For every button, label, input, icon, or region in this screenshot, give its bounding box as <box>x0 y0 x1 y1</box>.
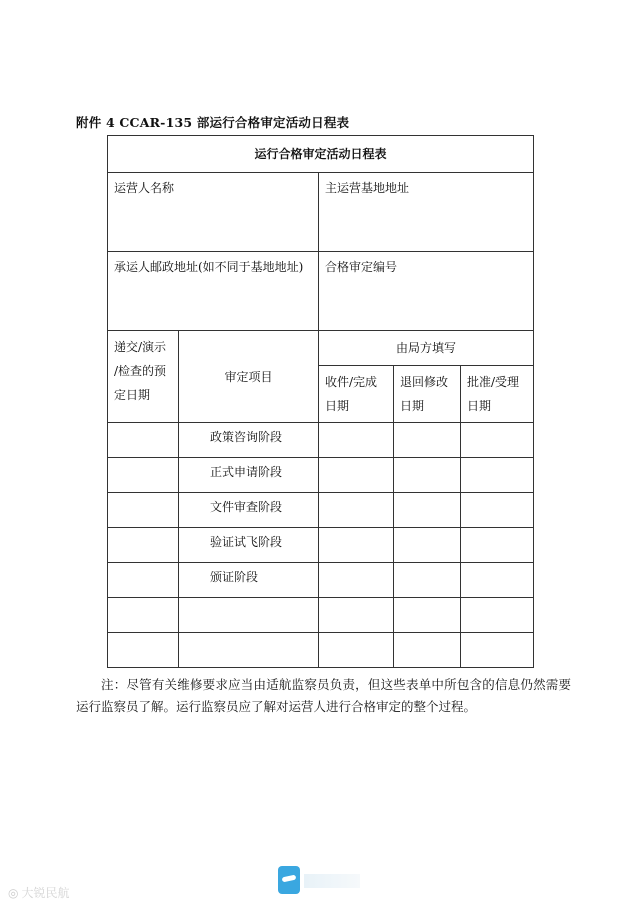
table-row <box>108 598 534 633</box>
operator-name-field: 运营人名称 <box>108 173 319 252</box>
submit-date-header-line: /检查的预 <box>114 364 167 378</box>
airplane-logo-icon <box>278 866 300 894</box>
returned-date-cell <box>394 458 461 493</box>
approved-date-header-line: 批准/受理 <box>467 375 520 389</box>
approved-date-cell <box>461 458 534 493</box>
stage-name: 政策咨询阶段 <box>179 423 319 458</box>
submit-date-cell <box>108 633 179 668</box>
received-date-cell <box>319 493 394 528</box>
table-title: 运行合格审定活动日程表 <box>108 136 534 173</box>
approved-date-cell <box>461 563 534 598</box>
submit-date-header-line: 递交/演示 <box>114 340 167 354</box>
returned-date-header-line: 日期 <box>400 399 425 413</box>
table-row <box>108 423 534 458</box>
table-row <box>108 493 534 528</box>
submit-date-cell <box>108 563 179 598</box>
watermark-text: 大锐民航 <box>21 886 70 900</box>
stage-name: 正式申请阶段 <box>179 458 319 493</box>
table-row <box>108 528 534 563</box>
certification-number-field: 合格审定编号 <box>319 252 534 331</box>
returned-date-header-line: 退回修改 <box>400 375 449 389</box>
received-date-cell <box>319 598 394 633</box>
received-date-cell <box>319 423 394 458</box>
approved-date-cell <box>461 633 534 668</box>
submit-date-cell <box>108 493 179 528</box>
received-date-header-line: 收件/完成 <box>325 375 378 389</box>
mailing-address-field: 承运人邮政地址(如不同于基地地址) <box>108 252 319 331</box>
returned-date-cell <box>394 633 461 668</box>
review-item-header: 审定项目 <box>179 331 319 423</box>
attachment-title: 附件 4 CCAR-135 部运行合格审定活动日程表 <box>76 115 350 130</box>
received-date-header <box>319 366 394 423</box>
returned-date-cell <box>394 598 461 633</box>
approved-date-cell <box>461 598 534 633</box>
table-row <box>108 563 534 598</box>
submit-date-cell <box>108 528 179 563</box>
approved-date-cell <box>461 493 534 528</box>
returned-date-cell <box>394 423 461 458</box>
received-date-header-line: 日期 <box>325 399 350 413</box>
submit-date-header-line: 定日期 <box>114 388 151 402</box>
table-row <box>108 458 534 493</box>
stage-name <box>179 633 319 668</box>
schedule-table <box>107 135 534 668</box>
stage-name: 颁证阶段 <box>179 563 319 598</box>
note-paragraph: 注：尽管有关维修要求应当由适航监察员负责，但这些表单中所包含的信息仍然需要运行监察员了解。运行监察员应了解对运营人进行合格审定的整个过程。 <box>76 677 571 714</box>
table-row <box>108 633 534 668</box>
stage-name: 验证试飞阶段 <box>179 528 319 563</box>
submit-date-cell <box>108 458 179 493</box>
returned-date-cell <box>394 563 461 598</box>
bureau-fill-header: 由局方填写 <box>319 331 534 366</box>
approved-date-header <box>461 366 534 423</box>
stage-name <box>179 598 319 633</box>
returned-date-cell <box>394 493 461 528</box>
approved-date-cell <box>461 528 534 563</box>
submit-date-cell <box>108 423 179 458</box>
approved-date-header-line: 日期 <box>467 399 492 413</box>
received-date-cell <box>319 528 394 563</box>
approved-date-cell <box>461 423 534 458</box>
received-date-cell <box>319 633 394 668</box>
submit-date-cell <box>108 598 179 633</box>
schedule-table-wrapper <box>107 135 534 668</box>
stage-name: 文件审查阶段 <box>179 493 319 528</box>
returned-date-cell <box>394 528 461 563</box>
footer-logo-mark <box>304 874 360 888</box>
watermark <box>8 884 70 901</box>
submit-date-header <box>108 331 179 423</box>
main-base-address-field: 主运营基地地址 <box>319 173 534 252</box>
weibo-icon: ◎ <box>8 886 19 900</box>
returned-date-header <box>394 366 461 423</box>
received-date-cell <box>319 563 394 598</box>
received-date-cell <box>319 458 394 493</box>
